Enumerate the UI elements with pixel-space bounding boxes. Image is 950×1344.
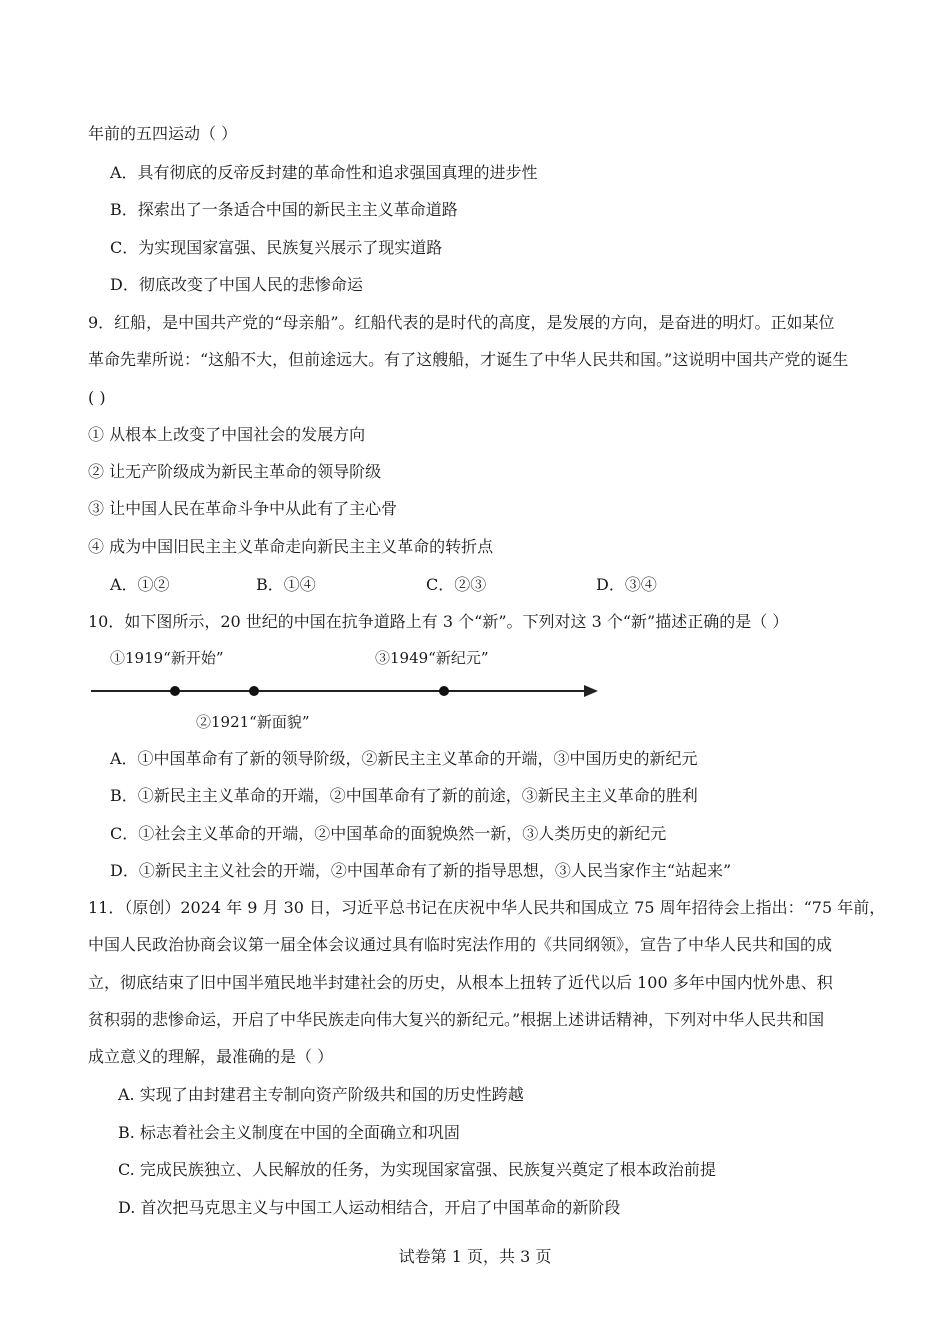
q9-stem-line1: 9．红船，是中国共产党的“母亲船”。红船代表的是时代的高度，是发展的方向，是奋进的明灯。正如某位 [88,313,835,332]
q8-stem-tail: 年前的五四运动（ ） [88,124,238,143]
timeline-point-1949 [439,686,449,696]
q10-option-c: C．①社会主义革命的开端，②中国革命的面貌焕然一新，③人类历史的新纪元 [110,824,667,843]
q10-option-b: B．①新民主主义革命的开端，②中国革命有了新的前途，③新民主主义革命的胜利 [110,786,698,805]
q11-option-a: A. 实现了由封建君主专制向资产阶级共和国的历史性跨越 [118,1085,524,1104]
q11-stem-line4: 贫积弱的悲惨命运，开启了中华民族走向伟大复兴的新纪元。”根据上述讲话精神，下列对中华人民共和国 [88,1010,825,1029]
q9-stem-line2: 革命先辈所说：“这船不大，但前途远大。有了这艘船，才诞生了中华人民共和国。”这说明中国共产党的诞生 [88,350,849,369]
q11-stem-line5: 成立意义的理解，最准确的是（ ） [88,1047,334,1066]
q9-choice-a: A．①② [110,575,170,594]
q8-option-b: B．探索出了一条适合中国的新民主主义革命道路 [110,200,458,219]
q9-statement-3: ③ 让中国人民在革命斗争中从此有了主心骨 [88,499,398,518]
timeline-point-1919 [170,686,180,696]
q10-option-d: D．①新民主主义社会的开端，②中国革命有了新的指导思想，③人民当家作主“站起来” [110,861,732,880]
q11-stem-line3: 立，彻底结束了旧中国半殖民地半封建社会的历史，从根本上扭转了近代以后 100 多年中国内忧外患、积 [88,973,833,992]
timeline-label-1949: ③1949“新纪元” [375,649,489,667]
timeline-arrowhead [584,685,598,697]
q9-choice-c: C．②③ [426,575,487,594]
page-footer: 试卷第 1 页，共 3 页 [398,1247,552,1266]
q11-stem-line2: 中国人民政治协商会议第一届全体会议通过具有临时宪法作用的《共同纲领》，宣告了中华人民共和国的成 [88,935,833,954]
q11-stem-line1: 11．（原创）2024 年 9 月 30 日，习近平总书记在庆祝中华人民共和国成立 75 周年招待会上指出：“75 年前， [88,898,886,917]
q9-statement-1: ① 从根本上改变了中国社会的发展方向 [88,425,366,444]
timeline-label-1921: ②1921“新面貌” [196,713,310,731]
q9-choice-d: D．③④ [596,575,657,594]
q11-option-c: C. 完成民族独立、人民解放的任务，为实现国家富强、民族复兴奠定了根本政治前提 [118,1160,716,1179]
q9-stem-line3: ( ) [88,388,106,407]
timeline-diagram [88,676,608,706]
timeline-label-1919: ①1919“新开始” [110,649,224,667]
q8-option-c: C．为实现国家富强、民族复兴展示了现实道路 [110,238,443,257]
timeline-point-1921 [249,686,259,696]
q10-stem: 10．如下图所示，20 世纪的中国在抗争道路上有 3 个“新”。下列对这 3 个“新”描述正确的是（ ） [88,612,789,631]
q9-choice-b: B．①④ [256,575,316,594]
q10-option-a: A．①中国革命有了新的领导阶级，②新民主主义革命的开端，③中国历史的新纪元 [110,749,698,768]
q8-option-d: D．彻底改变了中国人民的悲惨命运 [110,275,363,294]
q9-statement-4: ④ 成为中国旧民主主义革命走向新民主主义革命的转折点 [88,537,494,556]
q11-option-d: D. 首次把马克思主义与中国工人运动相结合，开启了中国革命的新阶段 [118,1198,621,1217]
q11-option-b: B. 标志着社会主义制度在中国的全面确立和巩固 [118,1123,460,1142]
q8-option-a: A．具有彻底的反帝反封建的革命性和追求强国真理的进步性 [110,163,538,182]
q9-statement-2: ② 让无产阶级成为新民主革命的领导阶级 [88,462,382,481]
